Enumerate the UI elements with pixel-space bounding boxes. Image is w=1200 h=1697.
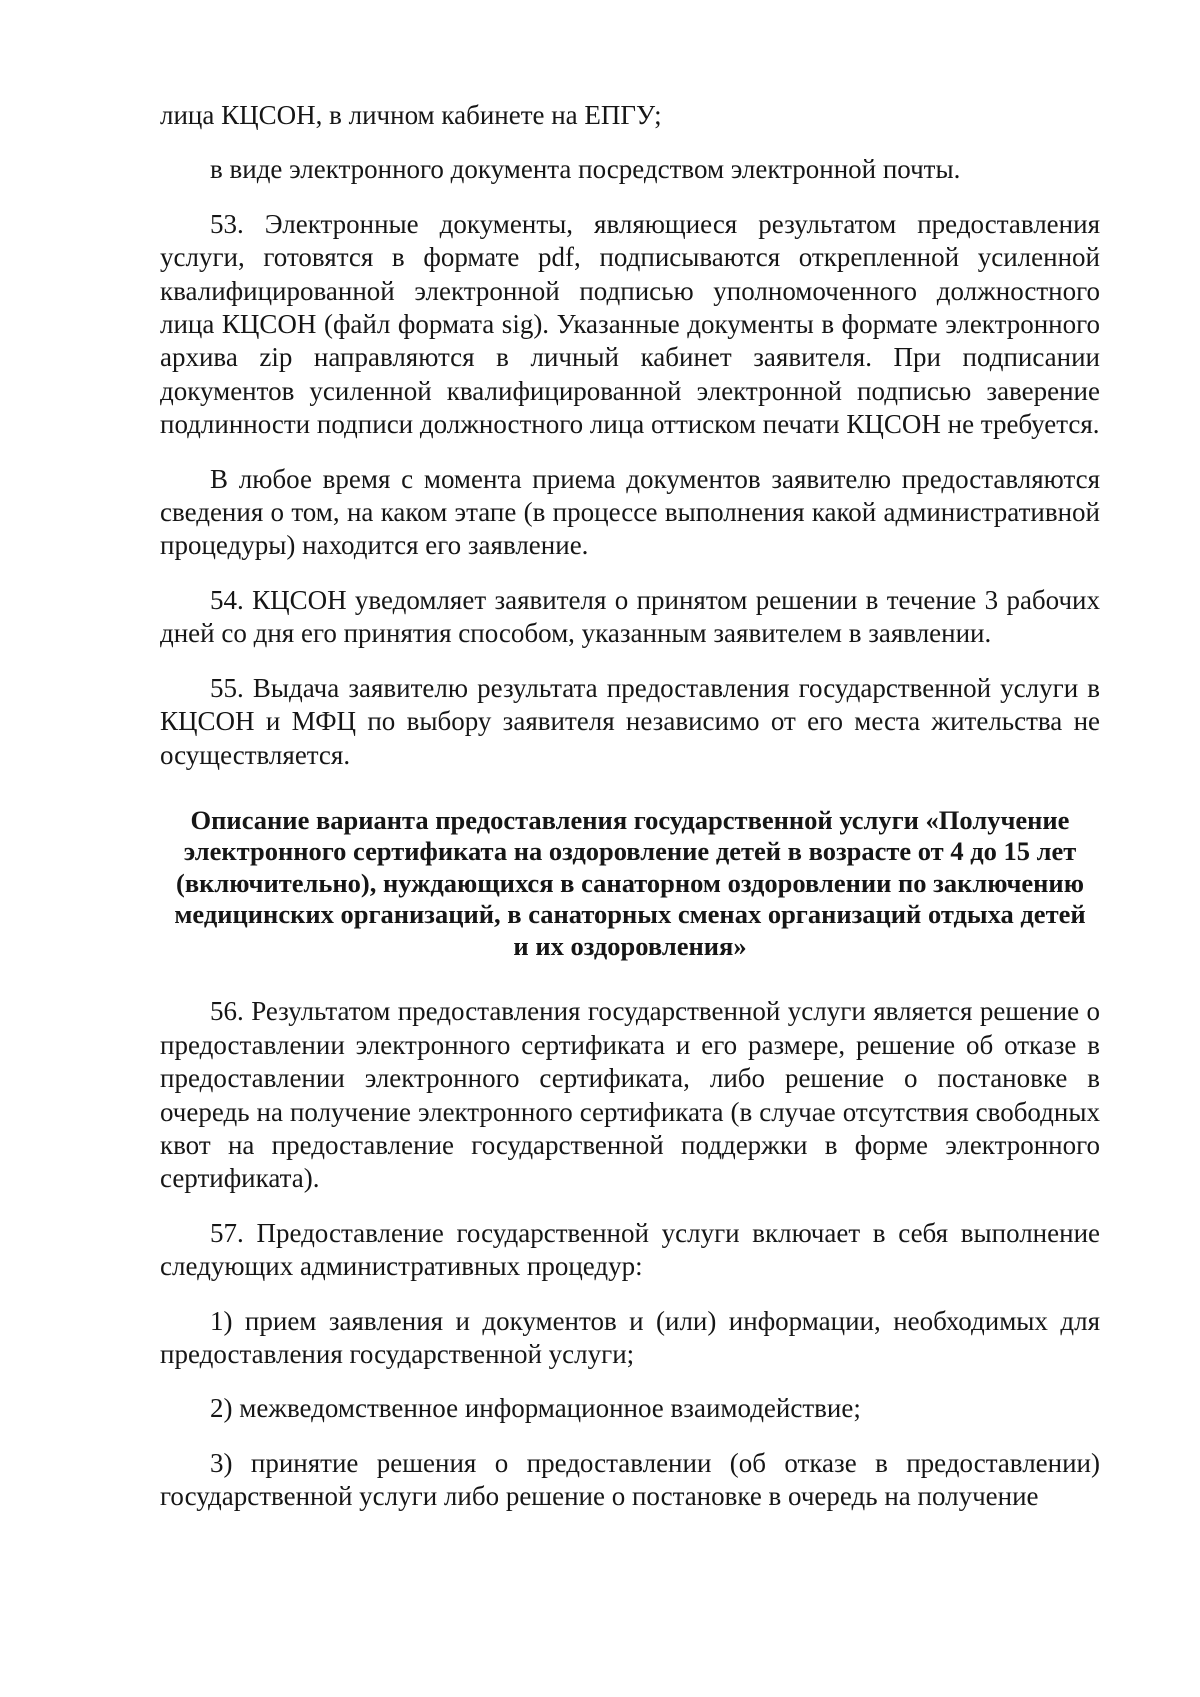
list-item-2: 2) межведомственное информационное взаимодействие; [210, 1393, 861, 1424]
paragraph-57: 57. Предоставление государственной услуги включает в себя выполнение следующих административных процедур: [160, 1217, 1100, 1282]
list-item-1: 1) прием заявления и документов и (или) информации, необходимых для предоставления государственной услуги; [160, 1305, 1100, 1370]
document-page [160, 99, 1100, 1514]
list-item-3: 3) принятие решения о предоставлении (об отказе в предоставлении) государственной услуги либо решение о постановке в очередь на получение [160, 1447, 1100, 1512]
paragraph-status-info: В любое время с момента приема документов заявителю предоставляются сведения о том, на каком этапе (в процессе выполнения какой административной процедуры) находится его заявление. [160, 463, 1100, 561]
paragraph-email-delivery: в виде электронного документа посредством электронной почты. [210, 154, 961, 185]
paragraph-55: 55. Выдача заявителю результата предоставления государственной услуги в КЦСОН и МФЦ по выбору заявителя независимо от его места жительства не осуществляется. [160, 672, 1100, 770]
paragraph-54: 54. КЦСОН уведомляет заявителя о принятом решении в течение 3 рабочих дней со дня его принятия способом, указанным заявителем в заявлении. [160, 584, 1100, 649]
paragraph-continuation: лица КЦСОН, в личном кабинете на ЕПГУ; [160, 100, 662, 130]
section-heading: Описание варианта предоставления государственной услуги «Получение электронного сертификата на оздоровление детей в возрасте от 4 до 15 лет (включительно), нуждающихся в санаторном оздоровлении по заключению медицинских организаций, в санаторных сменах организаций отдыха детей и их оздоровления» [174, 804, 1086, 961]
paragraph-53: 53. Электронные документы, являющиеся результатом предоставления услуги, готовятся в формате pdf, подписываются открепленной усиленной квалифицированной электронной подписью уполномоченного должностного лица КЦСОН (файл формата sig). Указанные документы в формате электронного архива zip направляются в личный кабинет заявителя. При подписании документов усиленной квалифицированной электронной подписью заверение подлинности подписи должностного лица оттиском печати КЦСОН не требуется. [160, 208, 1100, 440]
paragraph-56: 56. Результатом предоставления государственной услуги является решение о предоставлении электронного сертификата и его размере, решение об отказе в предоставлении электронного сертификата, либо решение о постановке в очередь на получение электронного сертификата (в случае отсутствия свободных квот на предоставление государственной поддержки в форме электронного сертификата). [160, 996, 1100, 1194]
